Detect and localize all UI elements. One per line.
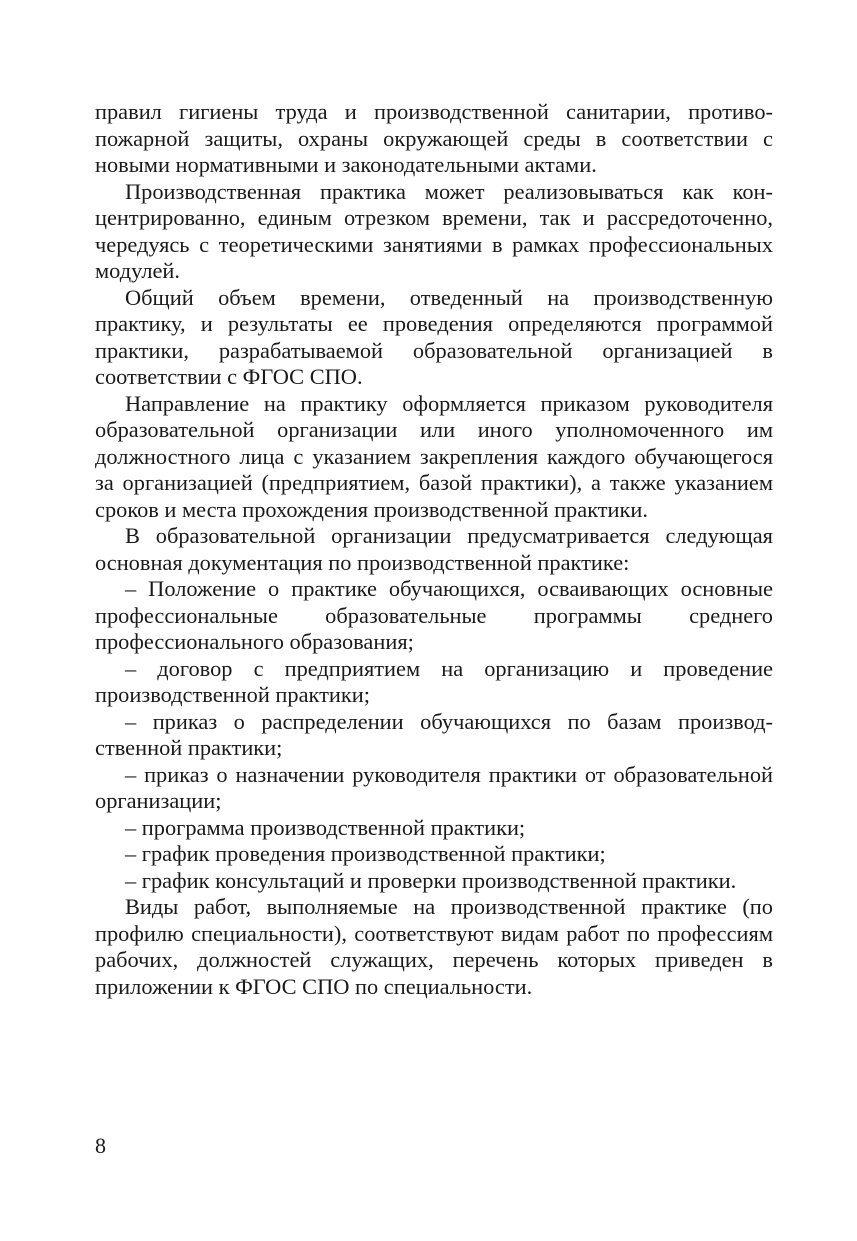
list-item-schedule: – график проведения производственной практики;	[125, 841, 606, 866]
list-item-contract: – договор с предприятием на организацию и проведение производственной практики;	[95, 655, 773, 707]
paragraph-continuation: правил гигиены труда и производственной санитарии, противопожарной защиты, охраны окружающей среды в соответствии с новыми нормативными и законодательными актами.	[95, 99, 773, 177]
paragraph-documentation-intro: В образовательной организации предусматривается следующая основная документация по производственной практике:	[95, 523, 773, 575]
paragraph-referral-order: Направление на практику оформляется приказом руководителя образовательной организации или иного уполномоченного им должностного лица с указанием закрепления каждого обучающегося за организацией (предприятием, базой практики), а также указанием сроков и места прохождения производственной практики.	[95, 390, 773, 522]
paragraph-practice-forms: Производственная практика может реализовываться как концентрированно, единым отрезком времени, так и рассредоточенно, чередуясь с теоретическими занятиями в рамках профессиональных модулей.	[95, 178, 773, 283]
list-item-program: – программа производственной практики;	[125, 814, 526, 840]
paragraph-work-types: Виды работ, выполняемые на производственной практике (по профилю специальности), соответствуют видам работ по профессиям рабочих, должностей служащих, перечень которых приведен в приложении к ФГОС СПО по специальности.	[95, 894, 773, 999]
page-body	[95, 99, 773, 1000]
page-number: 8	[95, 1133, 106, 1158]
paragraph-time-volume: Общий объем времени, отведенный на производственную практику, и результаты ее проведения определяются программой практики, разрабатываемой образовательной организацией в соответствии с ФГОС СПО.	[95, 284, 773, 389]
list-item-consultation-schedule: – график консультаций и проверки производственной практики.	[125, 867, 737, 893]
list-item-regulation: – Положение о практике обучающихся, осваивающих основные профессиональные образовательные программы среднего профессионального образования;	[95, 576, 773, 654]
list-item-supervisor-order: – приказ о назначении руководителя практики от образовательной организации;	[95, 761, 773, 813]
list-item-distribution-order: – приказ о распределении обучающихся по базам производственной практики;	[95, 708, 773, 760]
